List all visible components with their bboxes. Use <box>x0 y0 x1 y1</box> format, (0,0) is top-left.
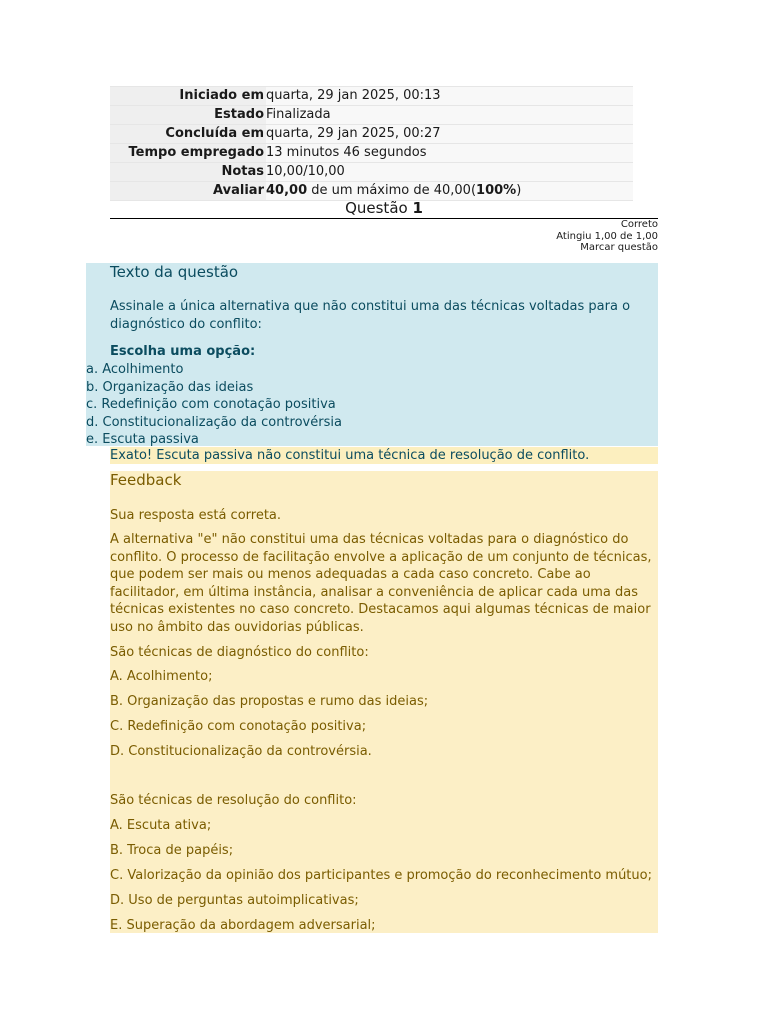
summary-row <box>110 106 633 125</box>
summary-row <box>110 144 633 163</box>
summary-label: Concluída em <box>110 125 266 144</box>
summary-row <box>110 163 633 182</box>
grade-points: 40,00 <box>266 183 308 198</box>
summary-value: Finalizada <box>266 106 633 125</box>
summary-label: Iniciado em <box>110 87 266 106</box>
summary-value: quarta, 29 jan 2025, 00:27 <box>266 125 633 144</box>
summary-value: 10,00/10,00 <box>266 163 633 182</box>
grade-percent: 100% <box>476 183 517 198</box>
grade-max-text: de um máximo de 40,00( <box>307 183 477 198</box>
answer-option-b[interactable]: b. Organização das ideias <box>86 379 254 395</box>
answer-option-a[interactable]: a. Acolhimento <box>86 362 184 377</box>
feedback-box <box>110 471 658 933</box>
question-number: 1 <box>412 199 423 217</box>
resolution-item: A. Escuta ativa; <box>110 818 212 833</box>
answer-option-d[interactable]: d. Constitucionalização da controvérsia <box>86 414 342 430</box>
choose-option-prompt: Escolha uma opção: <box>110 344 256 359</box>
attempt-summary-table <box>110 86 633 201</box>
summary-value: quarta, 29 jan 2025, 00:13 <box>266 87 633 106</box>
question-title-prefix: Questão <box>345 199 413 217</box>
question-info <box>470 219 658 254</box>
resolution-item: D. Uso de perguntas autoimplicativas; <box>110 893 359 908</box>
question-text-heading: Texto da questão <box>110 263 239 281</box>
answer-option-c[interactable]: c. Redefinição com conotação positiva <box>86 397 336 412</box>
diagnosis-title: São técnicas de diagnóstico do conflito: <box>110 645 369 660</box>
summary-label: Estado <box>110 106 266 125</box>
question-text-box <box>86 263 658 446</box>
resolution-item: E. Superação da abordagem adversarial; <box>110 918 376 933</box>
question-title <box>110 199 658 217</box>
diagnosis-item: D. Constitucionalização da controvérsia. <box>110 744 372 759</box>
diagnosis-item: B. Organização das propostas e rumo das ideias; <box>110 694 429 709</box>
question-text: Assinale a única alternativa que não constitui uma das técnicas voltadas para o diagnóstico do conflito: <box>110 299 631 332</box>
summary-row <box>110 87 633 106</box>
feedback-heading: Feedback <box>110 471 182 489</box>
summary-row <box>110 182 633 201</box>
specific-feedback: Exato! Escuta passiva não constitui uma técnica de resolução de conflito. <box>110 447 658 464</box>
resolution-title: São técnicas de resolução do conflito: <box>110 793 357 808</box>
grade-value <box>266 182 633 201</box>
question-score: Atingiu 1,00 de 1,00 <box>556 230 658 242</box>
answer-options <box>86 361 342 449</box>
grade-close-paren: ) <box>516 183 522 198</box>
feedback-correct-text: Sua resposta está correta. <box>110 508 282 523</box>
flag-question-link[interactable]: Marcar questão <box>580 242 658 253</box>
answer-option-e[interactable]: e. Escuta passiva <box>86 432 199 447</box>
feedback-explanation: A alternativa "e" não constitui uma das técnicas voltadas para o diagnóstico do conflito. O processo de facilitação envolve a aplicação de um conjunto de técnicas, que podem ser mais ou menos adequadas a cada caso concreto. Cabe ao facilitador, em última instância, analisar a conveniência de aplicar cada uma das técnicas existentes no caso concreto. Destacamos aqui algumas técnicas de maior uso no âmbito das ouvidorias públicas. <box>110 532 652 635</box>
diagnosis-item: C. Redefinição com conotação positiva; <box>110 719 367 734</box>
summary-row <box>110 125 633 144</box>
question-status: Correto <box>620 219 658 230</box>
summary-value: 13 minutos 46 segundos <box>266 144 633 163</box>
summary-label: Tempo empregado <box>110 144 266 163</box>
resolution-item: B. Troca de papéis; <box>110 843 234 858</box>
diagnosis-item: A. Acolhimento; <box>110 669 213 684</box>
resolution-item: C. Valorização da opinião dos participantes e promoção do reconhecimento mútuo; <box>110 868 652 883</box>
summary-label: Notas <box>110 163 266 182</box>
summary-label: Avaliar <box>110 182 266 201</box>
